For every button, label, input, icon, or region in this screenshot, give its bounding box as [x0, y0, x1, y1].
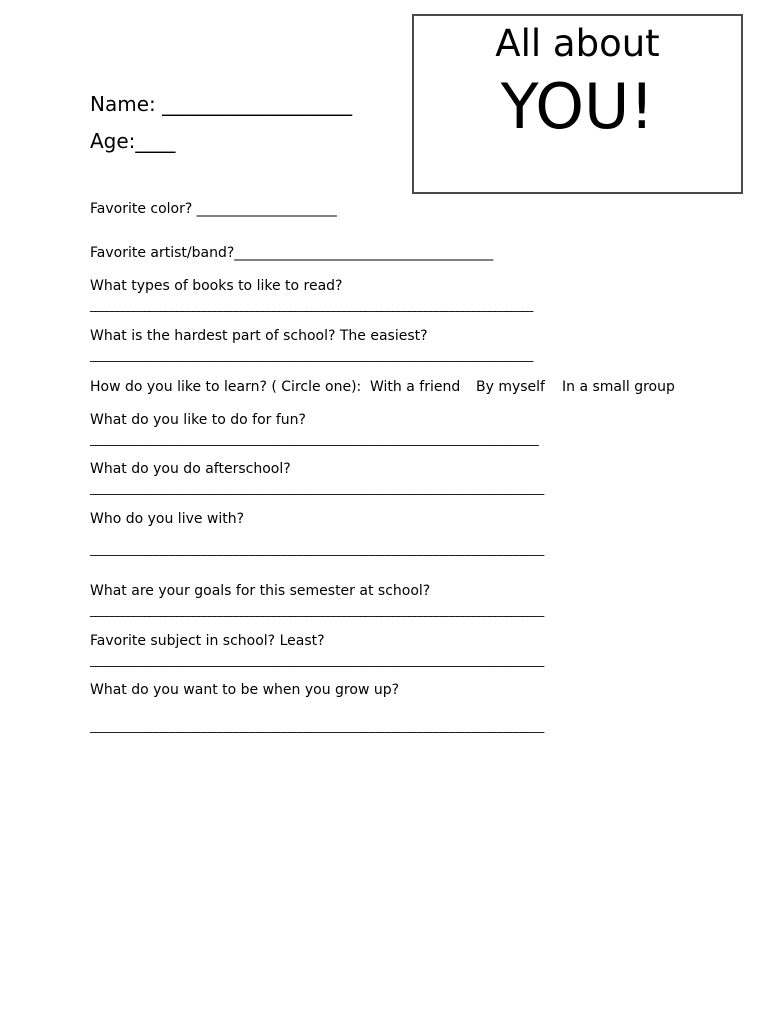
grow-up-answer-line[interactable]: ____________________________________________________________________________________: [90, 719, 544, 733]
learn-question: How do you like to learn? ( Circle one):: [90, 379, 362, 395]
school-answer-line[interactable]: __________________________________________________________________________________: [90, 348, 533, 362]
live-with-question: Who do you live with?: [90, 511, 245, 527]
goals-answer-line[interactable]: ____________________________________________________________________________________: [90, 603, 544, 617]
school-question: What is the hardest part of school? The easiest?: [90, 328, 428, 344]
title-line-2: YOU!: [500, 70, 655, 143]
name-field[interactable]: Name: ___________________: [90, 92, 353, 116]
fun-answer-line[interactable]: ___________________________________________________________________________________: [90, 432, 539, 446]
option-with-a-friend[interactable]: With a friend: [370, 379, 461, 395]
fun-question: What do you like to do for fun?: [90, 412, 306, 428]
books-answer-line[interactable]: __________________________________________________________________________________: [90, 298, 533, 312]
live-with-answer-line[interactable]: ____________________________________________________________________________________: [90, 542, 544, 556]
favorite-color-question[interactable]: Favorite color? ____________________: [90, 201, 337, 217]
option-small-group[interactable]: In a small group: [562, 379, 675, 395]
afterschool-answer-line[interactable]: ____________________________________________________________________________________: [90, 481, 544, 495]
title-box: [412, 14, 743, 194]
grow-up-question: What do you want to be when you grow up?: [90, 682, 400, 698]
age-field[interactable]: Age:____: [90, 129, 176, 153]
goals-question: What are your goals for this semester at school?: [90, 583, 431, 599]
favorite-subject-question: Favorite subject in school? Least?: [90, 633, 325, 649]
option-by-myself[interactable]: By myself: [476, 379, 545, 395]
favorite-subject-answer-line[interactable]: ____________________________________________________________________________________: [90, 653, 544, 667]
title-line-1: All about: [495, 22, 660, 65]
favorite-artist-question[interactable]: Favorite artist/band?_____________________________________: [90, 245, 494, 261]
books-question: What types of books to like to read?: [90, 278, 343, 294]
afterschool-question: What do you do afterschool?: [90, 461, 291, 477]
